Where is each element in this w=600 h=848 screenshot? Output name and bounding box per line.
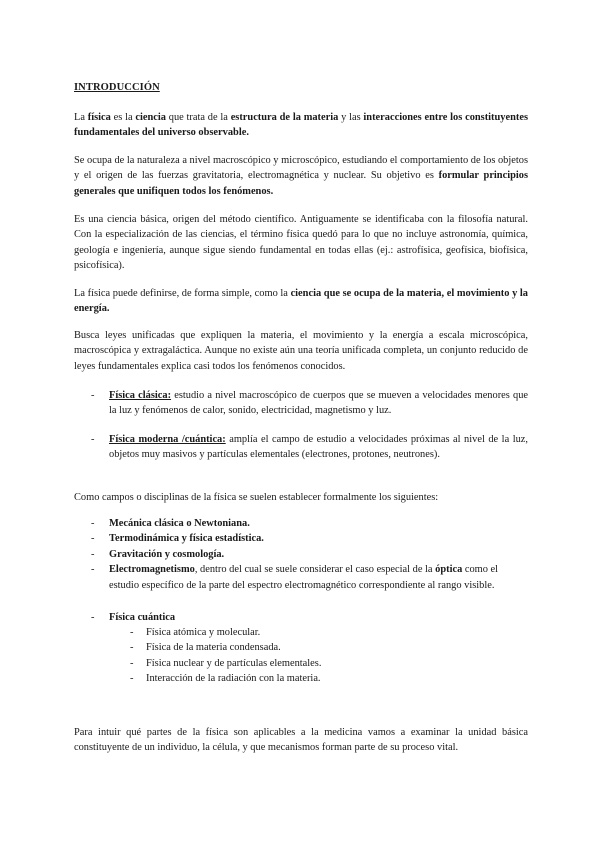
list-item: - Física cuántica xyxy=(91,612,176,623)
paragraph-laws: Busca leyes unificadas que expliquen la materia, el movimiento y la energía a escala microscópica, macroscópica y extragaláctica. Aunque no existe aún una teoría unificada completa, un conjunto reducido de leyes fundamentales explica casi todos los fenómenos conocidos. xyxy=(74,330,528,372)
list-item: - Física atómica y molecular. xyxy=(130,627,261,638)
list-item: - Física de la materia condensada. xyxy=(130,642,281,654)
quantum-sublist xyxy=(130,625,530,687)
page-title: INTRODUCCIÓN xyxy=(74,82,160,93)
paragraph-fields-intro: Como campos o disciplinas de la física se suelen establecer formalmente los siguientes: xyxy=(74,492,439,503)
list-item: - Gravitación y cosmología. xyxy=(91,548,225,560)
list-item: - Mecánica clásica o Newtoniana. xyxy=(91,518,250,529)
fields-list xyxy=(91,516,528,593)
list-item: - Interacción de la radiación con la materia. xyxy=(130,673,321,685)
list-item: - Termodinámica y física estadística. xyxy=(91,533,264,545)
list-item: - Física nuclear y de partículas elementales. xyxy=(130,657,322,669)
list-item: - Electromagnetismo, dentro del cual se suele considerar el caso especial de la óptica como el estudio específico de la parte del espectro electromagnético correspondiente al rango visible. xyxy=(91,564,499,591)
paragraph-scope: Se ocupa de la naturaleza a nivel macroscópico y microscópico, estudiando el comportamiento de los objetos y el origen de las fuerzas gravitatoria, electromagnética y nuclear. Su objetivo es formular principios generales que unifiquen todos los fenómenos. xyxy=(74,155,528,197)
paragraph-history: Es una ciencia básica, origen del método científico. Antiguamente se identificaba con la filosofía natural. Con la especialización de las ciencias, el término física quedó para lo que no incluye astronomía, química, geología e ingeniería, aunque sigue siendo fundamental en todas ellas (ej.: astrofísica, geofísica, biofísica, psicofísica). xyxy=(74,214,528,272)
list-item-modern-physics: - Física moderna /cuántica: amplía el campo de estudio a velocidades próximas al nivel de la luz, objetos muy masivos y partículas elementales (electrones, protones, neutrones). xyxy=(91,434,528,461)
paragraph-simple-definition: La física puede definirse, de forma simple, como la ciencia que se ocupa de la materia, el movimiento y la energía. xyxy=(74,288,528,315)
paragraph-conclusion: Para intuir qué partes de la física son aplicables a la medicina vamos a examinar la unidad básica constituyente de un individuo, la célula, y que mecanismos forman parte de su proceso vital. xyxy=(74,727,528,754)
quantum-heading-list xyxy=(91,610,528,625)
list-item-classical-physics: - Física clásica: estudio a nivel macroscópico de cuerpos que se mueven a velocidades menores que la luz y fenómenos de calor, sonido, electricidad, magnetismo y luz. xyxy=(91,390,528,417)
paragraph-definition: La física es la ciencia que trata de la estructura de la materia y las interacciones entre los constituyentes fundamentales del universo observable. xyxy=(74,112,529,139)
